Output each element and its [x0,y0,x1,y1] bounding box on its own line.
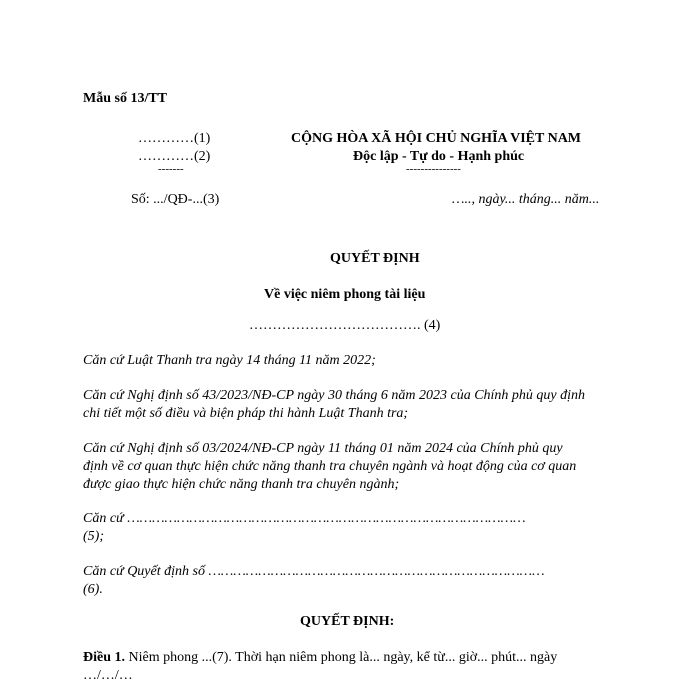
legal-basis-2 [83,387,623,423]
document-subtitle: Về việc niêm phong tài liệu [264,287,426,302]
legal-basis-line: Căn cứ Nghị định số 43/2023/NĐ-CP ngày 30 tháng 6 năm 2023 của Chính phủ quy định [83,388,586,403]
national-motto: Độc lập - Tự do - Hạnh phúc [353,149,525,164]
decision-number: Số: .../QĐ-...(3) [131,192,220,207]
legal-basis-5 [83,563,623,599]
article-1 [83,649,557,685]
legal-basis-line: Căn cứ Quyết định số ……………………………………………………………………… [83,564,545,579]
article-1-text: Niêm phong ...(7). Thời hạn niêm phong là... ngày, kể từ... giờ... phút... ngày [125,650,558,665]
place-and-date: ….., ngày... tháng... năm... [452,192,600,207]
issuing-authority: ………………………………. (4) [249,318,441,333]
legal-basis-3 [83,440,623,494]
legal-basis-line: được giao thực hiện chức năng thanh tra chuyên ngành; [83,477,400,492]
agency-line-2: …………(2) [138,149,211,164]
country-name: CỘNG HÒA XÃ HỘI CHỦ NGHĨA VIỆT NAM [291,131,582,146]
document-title: QUYẾT ĐỊNH [330,251,420,266]
legal-basis-4 [83,510,623,546]
legal-basis-line: (6). [83,582,103,597]
legal-basis-line: Căn cứ Luật Thanh tra ngày 14 tháng 11 năm 2022; [83,353,376,368]
left-header-rule: ------- [158,163,184,175]
decision-heading: QUYẾT ĐỊNH: [300,614,395,629]
article-1-text-continued: …/…/… [83,668,133,683]
legal-basis-line: định về cơ quan thực hiện chức năng thanh tra chuyên ngành và hoạt động của cơ quan [83,459,577,474]
right-header-rule: --------------- [406,163,461,175]
legal-basis-1 [83,352,623,370]
agency-line-1: …………(1) [138,131,211,146]
form-number: Mẫu số 13/TT [83,91,168,106]
legal-basis-line: chi tiết một số điều và biện pháp thi hành Luật Thanh tra; [83,406,409,421]
legal-basis-line: Căn cứ …………………………………………………………………………………… [83,511,526,526]
legal-basis-line: Căn cứ Nghị định số 03/2024/NĐ-CP ngày 11 tháng 01 năm 2024 của Chính phủ quy [83,441,563,456]
article-1-label: Điều 1. [83,650,125,665]
legal-basis-line: (5); [83,529,104,544]
